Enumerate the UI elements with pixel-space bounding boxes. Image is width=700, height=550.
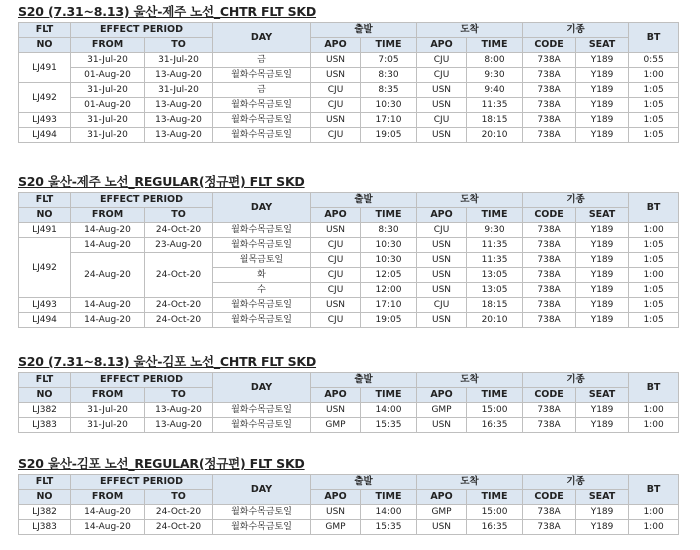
depart-header: 출발 xyxy=(311,193,417,208)
dep-time-cell: 8:30 xyxy=(361,68,417,83)
arr-time-cell: 20:10 xyxy=(467,128,523,143)
from-cell: 31-Jul-20 xyxy=(71,83,145,98)
to-cell: 23-Aug-20 xyxy=(145,238,213,253)
day-cell: 금 xyxy=(213,53,311,68)
dep-time-cell: 19:05 xyxy=(361,128,417,143)
from-header: FROM xyxy=(71,490,145,505)
bt-cell: 1:00 xyxy=(629,505,679,520)
from-cell: 31-Jul-20 xyxy=(71,403,145,418)
dep-apo-cell: USN xyxy=(311,113,361,128)
arr-time-header: TIME xyxy=(467,208,523,223)
section-title: S20 울산-김포 노선_REGULAR(정규편) FLT SKD xyxy=(18,456,305,471)
from-cell: 14-Aug-20 xyxy=(71,313,145,328)
dep-apo-cell: USN xyxy=(311,505,361,520)
arr-apo-header: APO xyxy=(417,38,467,53)
seat-cell: Y189 xyxy=(576,313,629,328)
depart-header: 출발 xyxy=(311,373,417,388)
arr-apo-cell: USN xyxy=(417,283,467,298)
code-cell: 738A xyxy=(523,283,576,298)
to-cell: 24-Oct-20 xyxy=(145,313,213,328)
from-cell: 31-Jul-20 xyxy=(71,128,145,143)
from-header: FROM xyxy=(71,208,145,223)
code-header: CODE xyxy=(523,208,576,223)
arr-apo-cell: USN xyxy=(417,418,467,433)
code-cell: 738A xyxy=(523,520,576,535)
flt-no-cell: LJ491 xyxy=(19,53,71,83)
schedule-section xyxy=(18,4,678,143)
dep-apo-header: APO xyxy=(311,388,361,403)
day-cell: 월화수목금토일 xyxy=(213,313,311,328)
flt-header: FLT xyxy=(19,475,71,490)
from-cell: 31-Jul-20 xyxy=(71,113,145,128)
seat-header: SEAT xyxy=(576,388,629,403)
schedule-table xyxy=(18,22,679,143)
flt-header: FLT xyxy=(19,23,71,38)
code-cell: 738A xyxy=(523,68,576,83)
seat-cell: Y189 xyxy=(576,53,629,68)
schedule-section xyxy=(18,354,678,433)
table-row xyxy=(19,53,679,68)
bt-cell: 1:05 xyxy=(629,253,679,268)
dep-apo-cell: CJU xyxy=(311,128,361,143)
dep-time-cell: 17:10 xyxy=(361,113,417,128)
arr-apo-cell: CJU xyxy=(417,113,467,128)
table-row xyxy=(19,520,679,535)
section-title: S20 (7.31~8.13) 울산-김포 노선_CHTR FLT SKD xyxy=(18,354,317,369)
arr-time-cell: 15:00 xyxy=(467,505,523,520)
dep-time-header: TIME xyxy=(361,208,417,223)
code-header: CODE xyxy=(523,38,576,53)
arrive-header: 도착 xyxy=(417,475,523,490)
arr-apo-cell: GMP xyxy=(417,403,467,418)
bt-cell: 1:05 xyxy=(629,238,679,253)
arr-time-header: TIME xyxy=(467,388,523,403)
from-cell: 14-Aug-20 xyxy=(71,223,145,238)
day-header: DAY xyxy=(213,373,311,403)
code-cell: 738A xyxy=(523,403,576,418)
dep-time-cell: 10:30 xyxy=(361,253,417,268)
depart-header: 출발 xyxy=(311,23,417,38)
seat-cell: Y189 xyxy=(576,418,629,433)
arr-apo-cell: GMP xyxy=(417,505,467,520)
arrive-header: 도착 xyxy=(417,23,523,38)
arr-time-cell: 9:30 xyxy=(467,68,523,83)
effect-period-header: EFFECT PERIOD xyxy=(71,23,213,38)
arrive-header: 도착 xyxy=(417,373,523,388)
bt-cell: 1:00 xyxy=(629,520,679,535)
flt-no-cell: LJ382 xyxy=(19,403,71,418)
from-header: FROM xyxy=(71,388,145,403)
arr-time-cell: 9:40 xyxy=(467,83,523,98)
table-row xyxy=(19,98,679,113)
seat-cell: Y189 xyxy=(576,403,629,418)
no-header: NO xyxy=(19,208,71,223)
dep-time-cell: 8:35 xyxy=(361,83,417,98)
seat-cell: Y189 xyxy=(576,283,629,298)
code-cell: 738A xyxy=(523,98,576,113)
arr-apo-header: APO xyxy=(417,388,467,403)
seat-cell: Y189 xyxy=(576,113,629,128)
dep-apo-cell: USN xyxy=(311,403,361,418)
effect-period-header: EFFECT PERIOD xyxy=(71,193,213,208)
bt-cell: 1:05 xyxy=(629,98,679,113)
dep-time-cell: 19:05 xyxy=(361,313,417,328)
table-row xyxy=(19,68,679,83)
to-cell: 24-Oct-20 xyxy=(145,223,213,238)
day-cell: 월목금토일 xyxy=(213,253,311,268)
code-cell: 738A xyxy=(523,505,576,520)
arr-time-cell: 13:05 xyxy=(467,283,523,298)
arr-apo-cell: USN xyxy=(417,268,467,283)
day-cell: 월화수목금토일 xyxy=(213,520,311,535)
dep-time-cell: 15:35 xyxy=(361,418,417,433)
bt-cell: 1:05 xyxy=(629,298,679,313)
bt-cell: 1:05 xyxy=(629,283,679,298)
dep-apo-header: APO xyxy=(311,38,361,53)
bt-cell: 1:00 xyxy=(629,223,679,238)
aircraft-header: 기종 xyxy=(523,23,629,38)
from-cell: 31-Jul-20 xyxy=(71,53,145,68)
code-cell: 738A xyxy=(523,113,576,128)
day-cell: 월화수목금토일 xyxy=(213,298,311,313)
bt-header: BT xyxy=(629,475,679,505)
flt-no-cell: LJ491 xyxy=(19,223,71,238)
table-row xyxy=(19,253,679,268)
day-cell: 화 xyxy=(213,268,311,283)
code-cell: 738A xyxy=(523,298,576,313)
arr-apo-cell: USN xyxy=(417,520,467,535)
to-cell: 24-Oct-20 xyxy=(145,298,213,313)
aircraft-header: 기종 xyxy=(523,193,629,208)
dep-apo-cell: GMP xyxy=(311,418,361,433)
depart-header: 출발 xyxy=(311,475,417,490)
arr-time-header: TIME xyxy=(467,490,523,505)
dep-apo-cell: CJU xyxy=(311,238,361,253)
dep-time-cell: 10:30 xyxy=(361,98,417,113)
bt-header: BT xyxy=(629,23,679,53)
code-cell: 738A xyxy=(523,268,576,283)
to-header: TO xyxy=(145,38,213,53)
arr-time-cell: 15:00 xyxy=(467,403,523,418)
code-cell: 738A xyxy=(523,53,576,68)
day-header: DAY xyxy=(213,475,311,505)
code-cell: 738A xyxy=(523,253,576,268)
from-cell: 14-Aug-20 xyxy=(71,298,145,313)
from-cell: 14-Aug-20 xyxy=(71,238,145,253)
bt-cell: 1:00 xyxy=(629,68,679,83)
arr-apo-cell: USN xyxy=(417,98,467,113)
arr-apo-cell: USN xyxy=(417,253,467,268)
no-header: NO xyxy=(19,388,71,403)
dep-time-cell: 10:30 xyxy=(361,238,417,253)
table-row xyxy=(19,403,679,418)
arr-apo-cell: USN xyxy=(417,128,467,143)
seat-header: SEAT xyxy=(576,38,629,53)
dep-time-cell: 12:00 xyxy=(361,283,417,298)
flt-no-cell: LJ493 xyxy=(19,113,71,128)
code-cell: 738A xyxy=(523,238,576,253)
table-row xyxy=(19,298,679,313)
dep-apo-cell: USN xyxy=(311,68,361,83)
seat-cell: Y189 xyxy=(576,268,629,283)
arr-apo-cell: USN xyxy=(417,238,467,253)
bt-cell: 0:55 xyxy=(629,53,679,68)
dep-time-cell: 7:05 xyxy=(361,53,417,68)
to-cell: 24-Oct-20 xyxy=(145,520,213,535)
day-cell: 월화수목금토일 xyxy=(213,403,311,418)
to-cell: 13-Aug-20 xyxy=(145,128,213,143)
table-row xyxy=(19,128,679,143)
arr-time-cell: 16:35 xyxy=(467,520,523,535)
day-header: DAY xyxy=(213,23,311,53)
day-cell: 월화수목금토일 xyxy=(213,418,311,433)
code-cell: 738A xyxy=(523,83,576,98)
arr-apo-header: APO xyxy=(417,490,467,505)
to-cell: 31-Jul-20 xyxy=(145,53,213,68)
flt-no-cell: LJ492 xyxy=(19,238,71,298)
day-cell: 월화수목금토일 xyxy=(213,505,311,520)
schedule-section xyxy=(18,174,678,328)
flt-header: FLT xyxy=(19,373,71,388)
flt-header: FLT xyxy=(19,193,71,208)
from-cell: 14-Aug-20 xyxy=(71,505,145,520)
to-cell: 13-Aug-20 xyxy=(145,68,213,83)
day-cell: 수 xyxy=(213,283,311,298)
seat-cell: Y189 xyxy=(576,253,629,268)
seat-cell: Y189 xyxy=(576,83,629,98)
arr-apo-header: APO xyxy=(417,208,467,223)
flt-no-cell: LJ493 xyxy=(19,298,71,313)
to-header: TO xyxy=(145,208,213,223)
effect-period-header: EFFECT PERIOD xyxy=(71,373,213,388)
arr-time-cell: 16:35 xyxy=(467,418,523,433)
dep-apo-cell: GMP xyxy=(311,520,361,535)
arr-time-header: TIME xyxy=(467,38,523,53)
arr-time-cell: 9:30 xyxy=(467,223,523,238)
dep-apo-cell: CJU xyxy=(311,283,361,298)
arrive-header: 도착 xyxy=(417,193,523,208)
bt-cell: 1:05 xyxy=(629,83,679,98)
schedule-table xyxy=(18,372,679,433)
table-row xyxy=(19,505,679,520)
arr-time-cell: 8:00 xyxy=(467,53,523,68)
bt-cell: 1:05 xyxy=(629,113,679,128)
arr-time-cell: 18:15 xyxy=(467,113,523,128)
table-row xyxy=(19,418,679,433)
dep-apo-cell: CJU xyxy=(311,83,361,98)
table-row xyxy=(19,83,679,98)
day-cell: 월화수목금토일 xyxy=(213,68,311,83)
flt-no-cell: LJ382 xyxy=(19,505,71,520)
seat-cell: Y189 xyxy=(576,223,629,238)
dep-time-cell: 17:10 xyxy=(361,298,417,313)
table-row xyxy=(19,223,679,238)
dep-time-cell: 14:00 xyxy=(361,403,417,418)
section-title: S20 울산-제주 노선_REGULAR(정규편) FLT SKD xyxy=(18,174,305,189)
dep-apo-cell: CJU xyxy=(311,253,361,268)
to-cell: 24-Oct-20 xyxy=(145,505,213,520)
dep-time-header: TIME xyxy=(361,38,417,53)
to-cell: 31-Jul-20 xyxy=(145,83,213,98)
seat-cell: Y189 xyxy=(576,505,629,520)
arr-apo-cell: CJU xyxy=(417,223,467,238)
dep-time-header: TIME xyxy=(361,388,417,403)
schedule-table xyxy=(18,192,679,328)
arr-time-cell: 11:35 xyxy=(467,253,523,268)
arr-apo-cell: CJU xyxy=(417,298,467,313)
table-row xyxy=(19,238,679,253)
from-cell: 01-Aug-20 xyxy=(71,68,145,83)
bt-cell: 1:00 xyxy=(629,403,679,418)
dep-time-cell: 14:00 xyxy=(361,505,417,520)
seat-cell: Y189 xyxy=(576,520,629,535)
to-header: TO xyxy=(145,490,213,505)
day-cell: 월화수목금토일 xyxy=(213,98,311,113)
dep-apo-header: APO xyxy=(311,208,361,223)
arr-apo-cell: USN xyxy=(417,83,467,98)
arr-apo-cell: USN xyxy=(417,313,467,328)
dep-time-header: TIME xyxy=(361,490,417,505)
dep-time-cell: 12:05 xyxy=(361,268,417,283)
seat-cell: Y189 xyxy=(576,98,629,113)
dep-apo-cell: CJU xyxy=(311,98,361,113)
day-header: DAY xyxy=(213,193,311,223)
arr-time-cell: 11:35 xyxy=(467,238,523,253)
seat-cell: Y189 xyxy=(576,68,629,83)
code-cell: 738A xyxy=(523,313,576,328)
from-cell: 24-Aug-20 xyxy=(71,253,145,298)
code-cell: 738A xyxy=(523,418,576,433)
schedule-table xyxy=(18,474,679,535)
dep-apo-header: APO xyxy=(311,490,361,505)
dep-time-cell: 8:30 xyxy=(361,223,417,238)
dep-apo-cell: USN xyxy=(311,223,361,238)
dep-apo-cell: USN xyxy=(311,298,361,313)
effect-period-header: EFFECT PERIOD xyxy=(71,475,213,490)
dep-apo-cell: USN xyxy=(311,53,361,68)
seat-header: SEAT xyxy=(576,490,629,505)
flt-no-cell: LJ494 xyxy=(19,128,71,143)
dep-apo-cell: CJU xyxy=(311,268,361,283)
dep-time-cell: 15:35 xyxy=(361,520,417,535)
from-cell: 01-Aug-20 xyxy=(71,98,145,113)
table-row xyxy=(19,113,679,128)
seat-cell: Y189 xyxy=(576,128,629,143)
from-cell: 31-Jul-20 xyxy=(71,418,145,433)
bt-cell: 1:00 xyxy=(629,268,679,283)
bt-cell: 1:05 xyxy=(629,128,679,143)
arr-time-cell: 13:05 xyxy=(467,268,523,283)
bt-header: BT xyxy=(629,193,679,223)
flt-no-cell: LJ383 xyxy=(19,418,71,433)
seat-header: SEAT xyxy=(576,208,629,223)
to-header: TO xyxy=(145,388,213,403)
seat-cell: Y189 xyxy=(576,238,629,253)
from-header: FROM xyxy=(71,38,145,53)
day-cell: 월화수목금토일 xyxy=(213,128,311,143)
bt-header: BT xyxy=(629,373,679,403)
from-cell: 14-Aug-20 xyxy=(71,520,145,535)
day-cell: 금 xyxy=(213,83,311,98)
to-cell: 13-Aug-20 xyxy=(145,403,213,418)
to-cell: 13-Aug-20 xyxy=(145,418,213,433)
day-cell: 월화수목금토일 xyxy=(213,223,311,238)
dep-apo-cell: CJU xyxy=(311,313,361,328)
arr-time-cell: 11:35 xyxy=(467,98,523,113)
flt-no-cell: LJ383 xyxy=(19,520,71,535)
to-cell: 24-Oct-20 xyxy=(145,253,213,298)
seat-cell: Y189 xyxy=(576,298,629,313)
table-row xyxy=(19,313,679,328)
arr-apo-cell: CJU xyxy=(417,68,467,83)
aircraft-header: 기종 xyxy=(523,373,629,388)
flt-no-cell: LJ492 xyxy=(19,83,71,113)
to-cell: 13-Aug-20 xyxy=(145,113,213,128)
schedule-section xyxy=(18,456,678,535)
section-title: S20 (7.31~8.13) 울산-제주 노선_CHTR FLT SKD xyxy=(18,4,317,19)
arr-time-cell: 18:15 xyxy=(467,298,523,313)
code-header: CODE xyxy=(523,490,576,505)
no-header: NO xyxy=(19,490,71,505)
aircraft-header: 기종 xyxy=(523,475,629,490)
bt-cell: 1:05 xyxy=(629,313,679,328)
day-cell: 월화수목금토일 xyxy=(213,113,311,128)
to-cell: 13-Aug-20 xyxy=(145,98,213,113)
flt-no-cell: LJ494 xyxy=(19,313,71,328)
code-cell: 738A xyxy=(523,223,576,238)
code-header: CODE xyxy=(523,388,576,403)
no-header: NO xyxy=(19,38,71,53)
bt-cell: 1:00 xyxy=(629,418,679,433)
arr-time-cell: 20:10 xyxy=(467,313,523,328)
code-cell: 738A xyxy=(523,128,576,143)
day-cell: 월화수목금토일 xyxy=(213,238,311,253)
arr-apo-cell: CJU xyxy=(417,53,467,68)
